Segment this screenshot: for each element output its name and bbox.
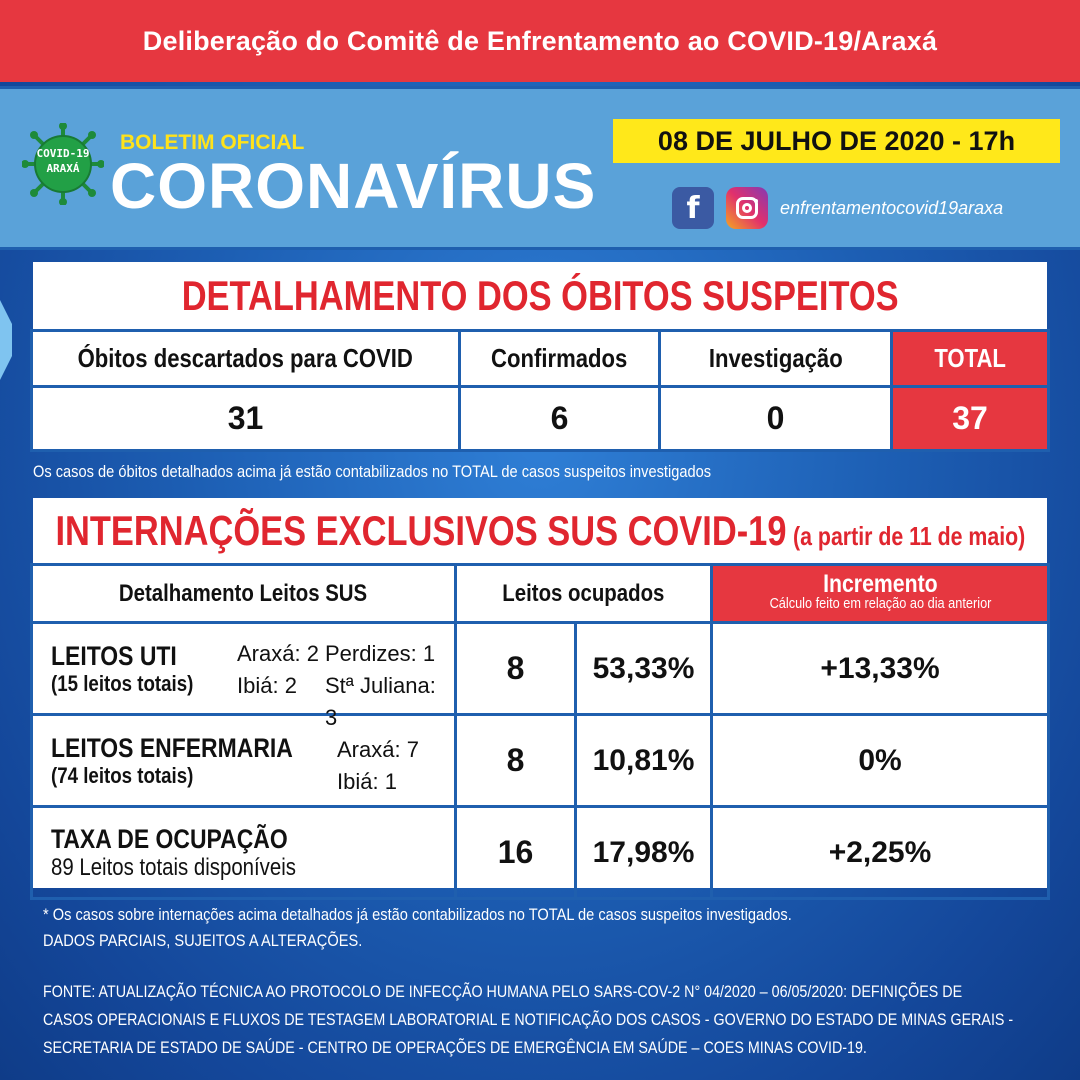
- note-line-1: * Os casos sobre internações acima detalhados já estão contabilizados no TOTAL de casos suspeitos investigados.: [43, 905, 792, 924]
- obitos-header-descartados: Óbitos descartados para COVID: [32, 331, 460, 387]
- enfermaria-occupied: 8: [456, 715, 576, 807]
- boletim-label: BOLETIM OFICIAL: [120, 131, 305, 154]
- uti-increment: +13,33%: [712, 623, 1049, 715]
- table-row-uti: [32, 623, 1049, 715]
- header-detalhamento: Detalhamento Leitos SUS: [32, 565, 456, 623]
- taxa-percent: 17,98%: [576, 807, 712, 899]
- obitos-value-confirmados: 6: [460, 387, 660, 451]
- note-line-2: DADOS PARCIAIS, SUJEITOS A ALTERAÇÕES.: [43, 931, 363, 950]
- table-row-taxa: [32, 807, 1049, 899]
- leitos-enfermaria-cell: LEITOS ENFERMARIA (74 leitos totais) Araxá: 7 Ibiá: 1: [32, 715, 456, 807]
- uti-occupied: 8: [456, 623, 576, 715]
- obitos-note: Os casos de óbitos detalhados acima já estão contabilizados no TOTAL de casos suspeitos investigados: [33, 462, 712, 481]
- internacoes-table: [30, 563, 1050, 900]
- leitos-uti-cell: LEITOS UTI (15 leitos totais) Araxá: 2 Ibiá: 2 Perdizes: 1 Stª Juliana: 3: [32, 623, 456, 715]
- enfermaria-percent: 10,81%: [576, 715, 712, 807]
- bulletin-title: CORONAVÍRUS: [110, 150, 597, 222]
- facebook-icon[interactable]: f: [672, 187, 714, 229]
- header-leitos-ocupados: Leitos ocupados: [456, 565, 712, 623]
- obitos-header-confirmados: Confirmados: [460, 331, 660, 387]
- obitos-header-total: TOTAL: [892, 331, 1049, 387]
- bulletin-header: [0, 86, 1080, 250]
- covid-virus-icon: [22, 123, 104, 205]
- internacoes-title-bar: [33, 498, 1047, 566]
- banner-title: Deliberação do Comitê de Enfrentamento ao COVID-19/Araxá: [142, 25, 938, 56]
- internacoes-notes: [43, 902, 914, 954]
- source-text: FONTE: ATUALIZAÇÃO TÉCNICA AO PROTOCOLO DE INFECÇÃO HUMANA PELO SARS-COV-2 N° 04/2020 – 06/05/2020: DEFINIÇÕES DE CASOS OPERACIONAIS E FLUXOS DE TESTAGEM LABORATORIAL E NOTIFICAÇÃO DOS CASOS - GOVERNO DO ESTADO DE MINAS GERAIS - SECRETARIA DE ESTADO DE SAÚDE - CENTRO DE OPERAÇÕES DE EMERGÊNCIA EM SAÚDE – COES MINAS COVID-19.: [43, 982, 1014, 1057]
- taxa-ocupacao-cell: TAXA DE OCUPAÇÃO 89 Leitos totais disponíveis: [32, 807, 456, 899]
- enfermaria-increment: 0%: [712, 715, 1049, 807]
- obitos-table: [30, 329, 1050, 452]
- social-links: [672, 187, 1003, 229]
- logo-line-2: ARAXÁ: [46, 162, 80, 175]
- obitos-panel: [33, 262, 1047, 450]
- internacoes-title: INTERNAÇÕES EXCLUSIVOS SUS COVID-19: [55, 506, 787, 554]
- taxa-increment: +2,25%: [712, 807, 1049, 899]
- social-handle: enfrentamentocovid19araxa: [780, 197, 1004, 218]
- obitos-header-investigacao: Investigação: [660, 331, 892, 387]
- obitos-value-total: 37: [892, 387, 1049, 451]
- header-incremento: Incremento Cálculo feito em relação ao dia anterior: [712, 565, 1049, 623]
- logo-line-1: COVID-19: [36, 147, 90, 160]
- obitos-value-investigacao: 0: [660, 387, 892, 451]
- date-badge: 08 DE JULHO DE 2020 - 17h: [613, 119, 1060, 163]
- top-banner: [0, 0, 1080, 82]
- instagram-icon[interactable]: [726, 187, 768, 229]
- table-row-enfermaria: [32, 715, 1049, 807]
- decorative-arrow: [0, 300, 12, 380]
- internacoes-panel: [33, 498, 1047, 888]
- obitos-title-bar: [33, 262, 1047, 332]
- obitos-value-descartados: 31: [32, 387, 460, 451]
- taxa-occupied: 16: [456, 807, 576, 899]
- uti-percent: 53,33%: [576, 623, 712, 715]
- obitos-title: DETALHAMENTO DOS ÓBITOS SUSPEITOS: [181, 271, 899, 319]
- internacoes-subtitle: (a partir de 11 de maio): [792, 520, 1025, 551]
